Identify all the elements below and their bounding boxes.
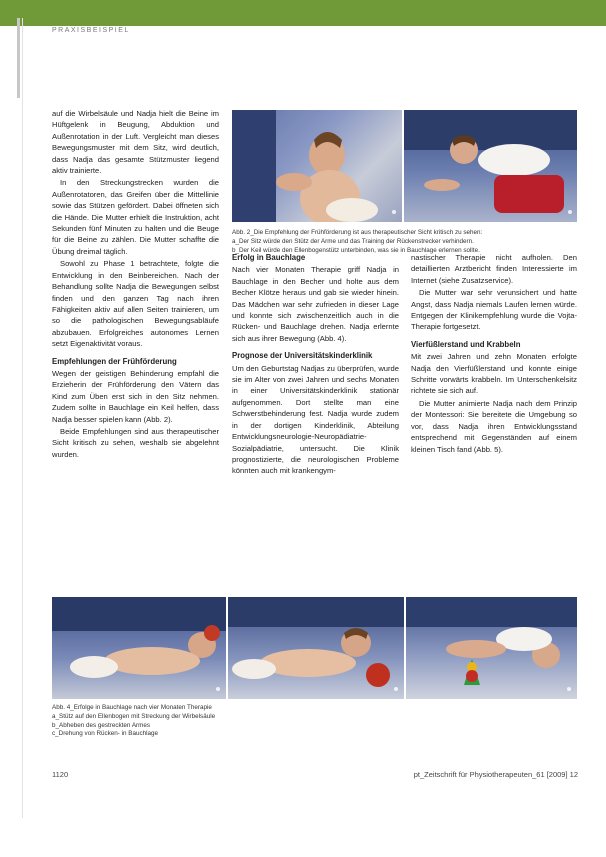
section-heading: Erfolg in Bauchlage [232, 253, 306, 262]
paragraph: nastischer Therapie nicht aufholen. Den detaillierten Arztbericht finden Interessierte im Internet (siehe Zusatzservice). [411, 253, 577, 285]
photo-child-sitting [232, 110, 402, 222]
label-dot [567, 687, 571, 691]
photo-rolling [406, 597, 577, 699]
caption-line: a_Der Sitz würde den Stütz der Arme und das Training der Rückenstrecker verhindern. [232, 237, 474, 245]
caption-line: a_Stütz auf den Ellenbogen mit Streckung der Wirbelsäule [52, 712, 216, 720]
photo-arm-lift [228, 597, 404, 699]
caption-line: Abb. 2_Die Empfehlung der Frühförderung ist aus therapeutischer Sicht kritisch zu sehen: [232, 229, 483, 236]
figure-4-caption [52, 704, 352, 739]
paragraph: Sowohl zu Phase 1 betrachtete, folgte die Entwicklung in den Beinbereichen. Nach der Behandlung sollte Nadja die Bewegungen selbst finden und den ganzen Tag nach ihren Fähigkeiten aktiv auf allen Seiten trainieren, um so die pathologischen Bewegungsabläufe abzubauen. Erfolgreiches autonomes Lernen setzt Eigenaktivität voraus. [52, 259, 219, 349]
label-dot [216, 687, 220, 691]
section-heading: Prognose der Universitätskinderklinik [232, 351, 373, 361]
page-number: 1120 [52, 770, 69, 779]
margin-rule [17, 18, 20, 98]
journal-footer: pt_Zeitschrift für Physiotherapeuten_61 [2009] 12 [413, 770, 578, 779]
photo-elbow-support [52, 597, 226, 699]
paragraph: Die Mutter war sehr verunsichert und hatte Angst, dass Nadja niemals Laufen lernen würde. Entgegen der Klinikempfehlung wurde die Vojta-Therapie fortgesetzt. [411, 288, 577, 332]
paragraph: auf die Wirbelsäule und Nadja hielt die Beine im Hüftgelenk in Beugung, Abduktion und Außenrotation in der Luft. Vergleicht man dieses Bewegungsmuster mit dem Sitz, wird deutlich, dass Nadja das gesamte Stützmuster liegend aktiv trainierte. [52, 109, 219, 176]
photo-art [52, 597, 226, 699]
photo-art [406, 597, 577, 699]
text-column-1 [52, 108, 219, 461]
photo-art [404, 110, 577, 222]
caption-line: b_Der Keil würde den Ellenbogenstütz unterbinden, was sie in Bauchlage erlernen sollte. [232, 246, 480, 254]
paragraph: Um den Geburtstag Nadjas zu überprüfen, wurde sie im Alter von zwei Jahren und sechs Monaten in einer Universitätskinderklinik stationär aufgenommen. Dort stellte man eine Schwerstbehinderung fest. Nadja wurde zudem in der dortigen Kinderklinik, Abteilung Entwicklungsneurologie-Neuropädiatrie-Sozialpädiatrie, untersucht. Die Klinik prognostizierte, die neurologischen Probleme könnten auch mit krankengym- [232, 363, 399, 476]
section-heading: Empfehlungen der Frühförderung [52, 356, 177, 366]
caption-line: b_Abheben des gestreckten Armes [52, 721, 151, 729]
paragraph: Mit zwei Jahren und zehn Monaten erfolgte Nadja den Vierfüßlerstand und konnte einige Schritte vorwärts krabbeln. Im Unterschenkelsitz richtete sie sich auf. [411, 352, 577, 396]
caption-line: Abb. 4_Erfolge in Bauchlage nach vier Monaten Therapie [52, 704, 212, 711]
page-edge-line [22, 18, 23, 818]
text-column-2 [232, 252, 399, 478]
paragraph: In den Streckungstrecken wurden die Außenrotatoren, das Greifen über die Mittellinie sowie das Stützen gefördert. Dabei öffneten sich die Hände. Die Mutter erhielt die Instruktion, acht Sekunden fünf Minuten zu halten und die Beuge für die Beine zu zählen. Die Mutter schaffte die Übung dreimal täglich. [52, 178, 219, 256]
text-column-3 [411, 252, 577, 456]
top-color-band [0, 0, 606, 26]
section-heading: Vierfüßlerstand und Krabbeln [411, 339, 521, 349]
paragraph: Nach vier Monaten Therapie griff Nadja in Bauchlage in den Becher und holte aus dem Becher Klötze heraus und gab sie wieder hinein. Das Mädchen war sehr zufrieden in dieser Lage und konnte sich zwischenzeitlich auch in die Rücken- und Bauchlage drehen. Nadja erlernte sich aus ihrer Bewegung (Abb. 4). [232, 265, 399, 343]
caption-line: c_Drehung von Rücken- in Bauchlage [52, 730, 159, 738]
photo-art [228, 597, 404, 699]
label-dot [394, 687, 398, 691]
label-dot [568, 210, 572, 214]
section-label: PRAXISBEISPIEL [52, 27, 130, 34]
paragraph: Beide Empfehlungen sind aus therapeutischer Sicht kritisch zu sehen, weshalb sie abgelehnt wurden. [52, 426, 219, 459]
paragraph: Die Mutter animierte Nadja nach dem Prinzip der Montessori: Sie bereitete die Umgebung so vor, dass Nadja ihren Entwicklungsstand entsprechend mit Gegenständen auf einem kleinen Tisch fand (Abb. 5). [411, 398, 577, 454]
photo-art [232, 110, 402, 222]
paragraph: Wegen der geistigen Behinderung empfahl die Erzieherin der Frühförderung den Vätern das Kind zum Üben erst sich in den Sitz nehmen. Zudem sollte in Bauchlage ein Keil helfen, dass Nadja besser spielen kann (Abb. 2). [52, 368, 219, 424]
label-dot [392, 210, 396, 214]
photo-child-on-wedge [404, 110, 577, 222]
